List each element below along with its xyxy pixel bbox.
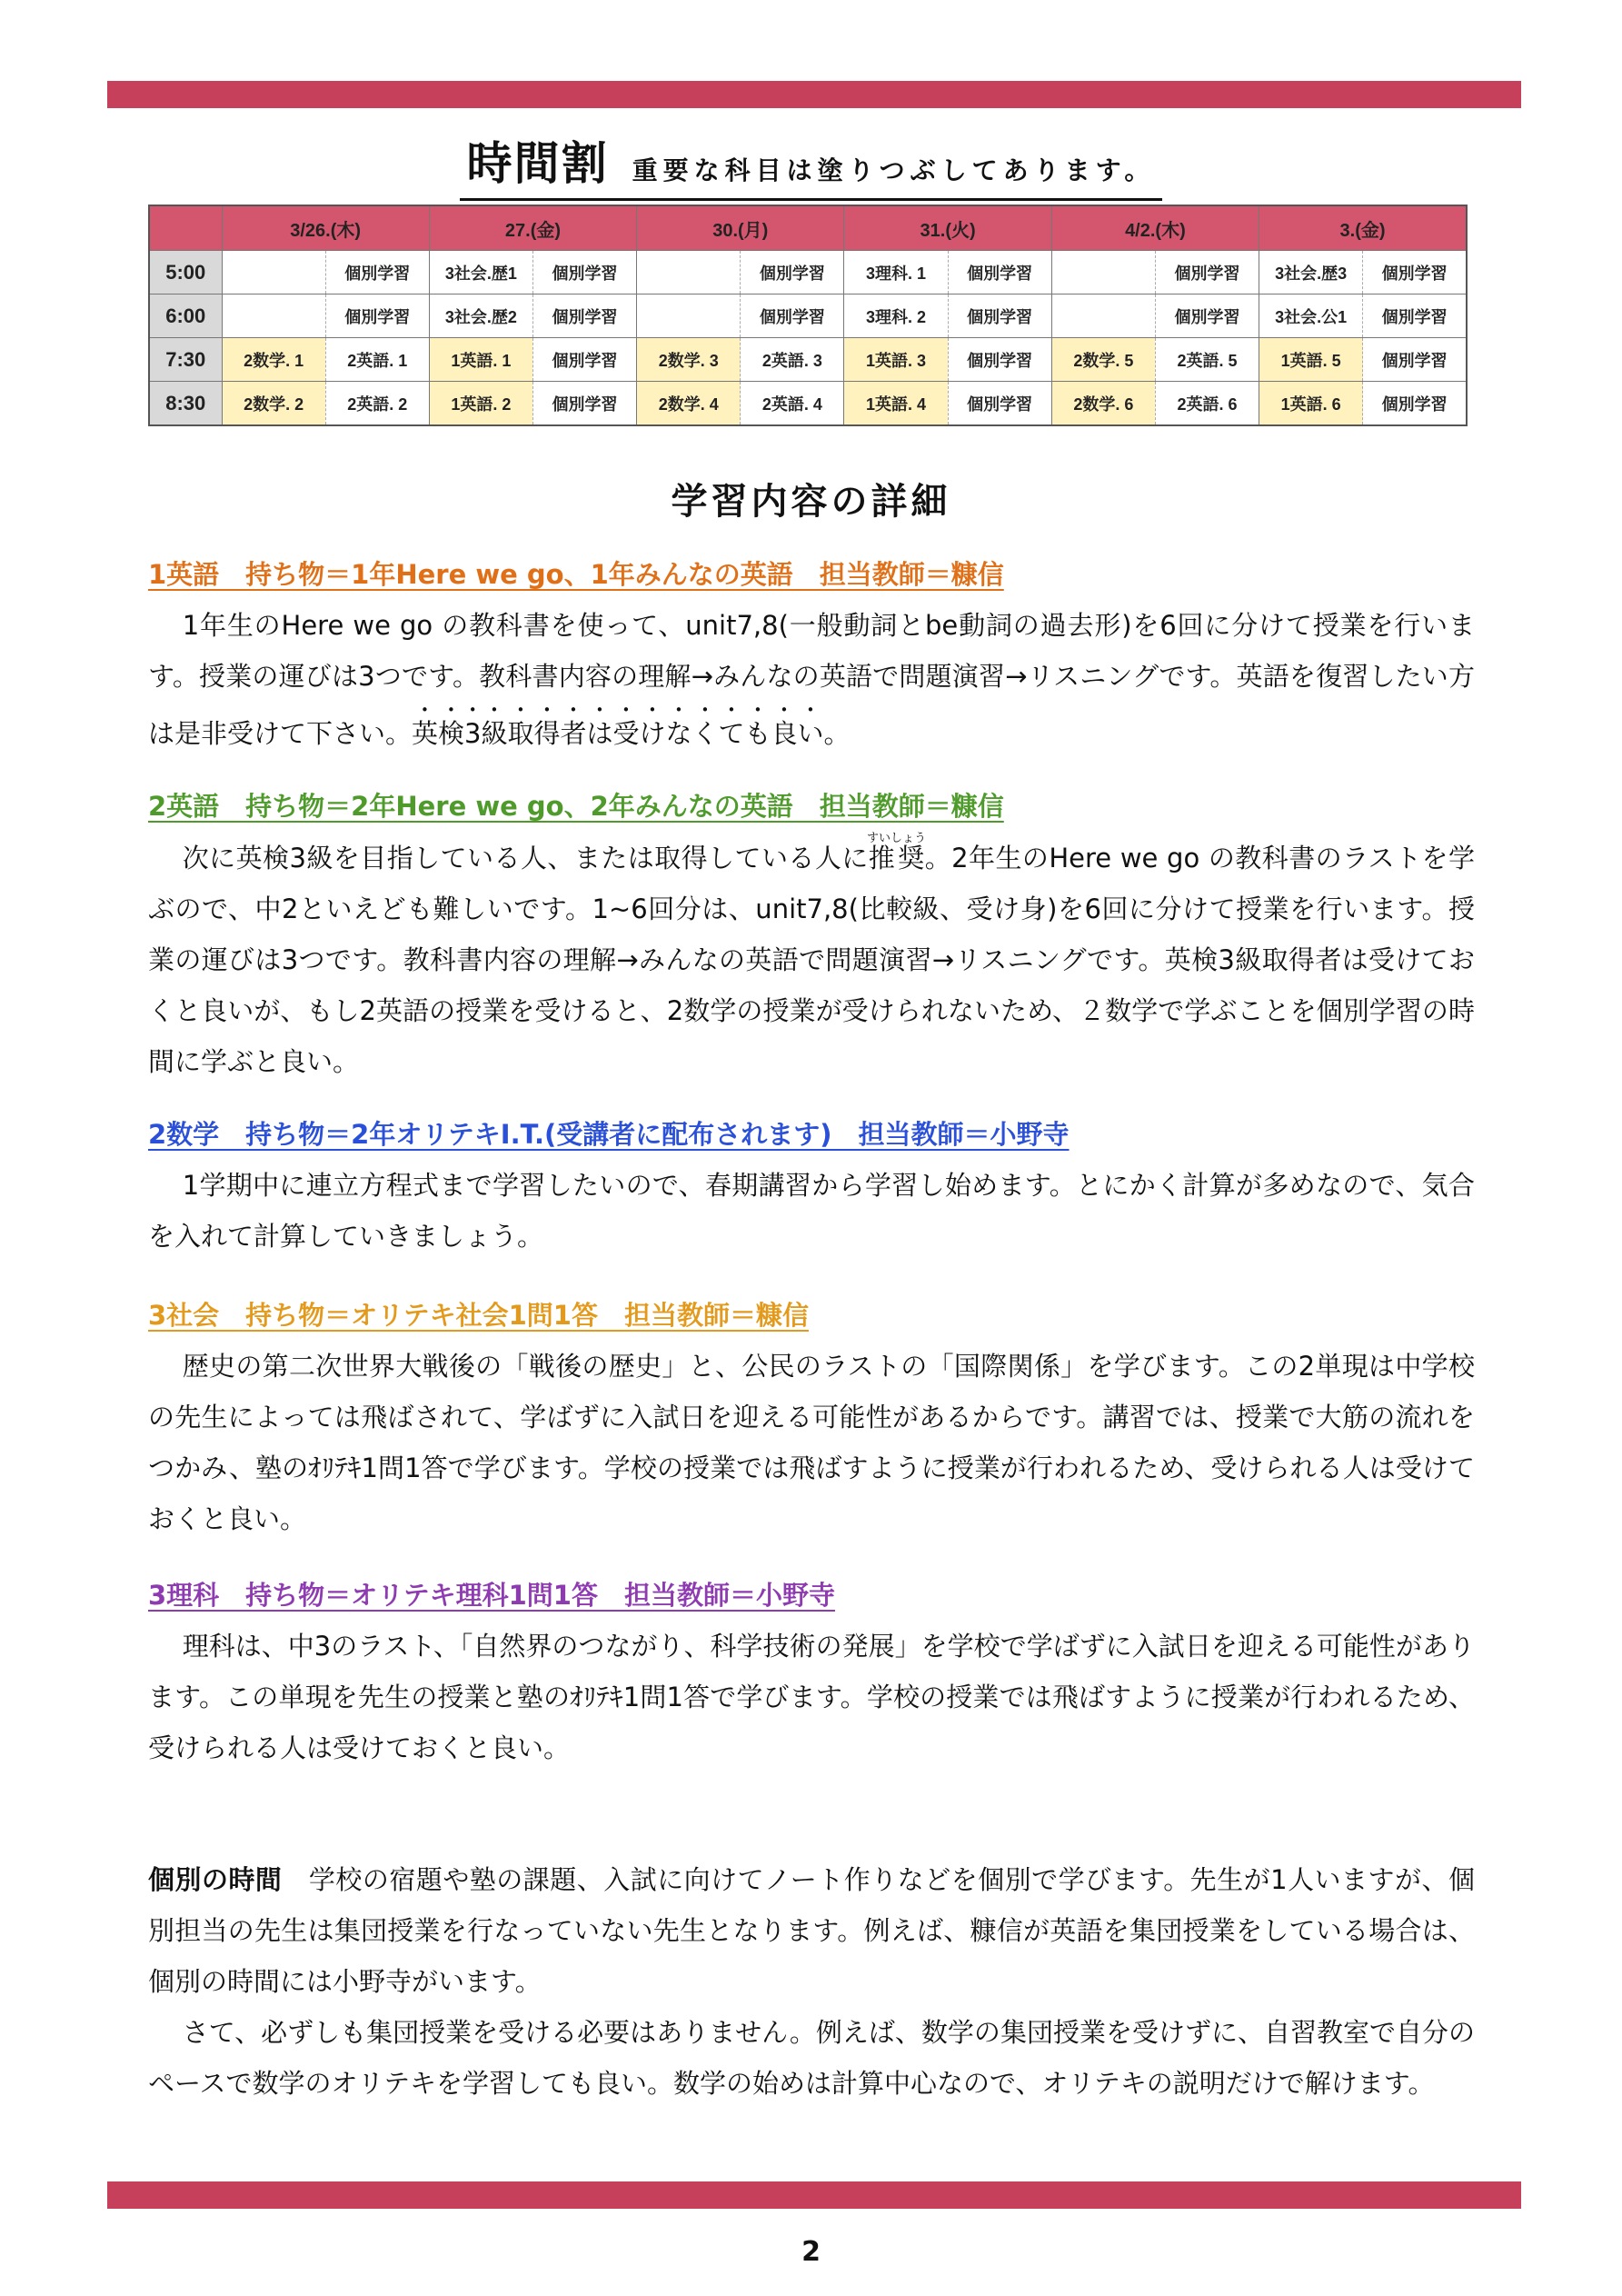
day-header: 4/2.(木): [1051, 205, 1259, 251]
day-header: 31.(火): [844, 205, 1051, 251]
emphasized-text: 英検3級取得者は受けなくても良い。: [412, 718, 851, 749]
day-header: 3/26.(木): [222, 205, 429, 251]
class-cell: 2数学. 6: [1051, 382, 1155, 426]
section-heading: 2数学 持ち物＝2年オリテキI.T.(受講者に配布されます) 担当教師＝小野寺: [148, 1119, 1070, 1150]
class-cell: 2英語. 2: [325, 382, 429, 426]
section-body: [148, 832, 1475, 1087]
class-cell: 1英語. 1: [429, 338, 532, 382]
class-cell: 2数学. 1: [222, 338, 325, 382]
class-cell: 個別学習: [948, 294, 1051, 338]
class-cell: 個別学習: [741, 251, 844, 294]
page-header: [0, 127, 1622, 201]
title-underline: [460, 127, 1163, 201]
ruby-reading: すいしょう: [866, 832, 926, 845]
class-cell: 個別学習: [1363, 294, 1467, 338]
class-cell: [222, 294, 325, 338]
class-cell: 個別学習: [325, 294, 429, 338]
timetable-row: [149, 338, 1467, 382]
class-cell: [637, 251, 741, 294]
body-text: 学校の宿題や塾の課題、入試に向けてノート作りなどを個別で学びます。先生が1人いますが、個別担当の先生は集団授業を行なっていない先生となります。例えば、糠信が英語を集団授業をしている場合は、個別の時間には小野寺がいます。: [148, 1864, 1475, 1997]
ruby-base: 推奨: [866, 843, 926, 873]
class-cell: 個別学習: [948, 382, 1051, 426]
class-cell: 個別学習: [532, 294, 636, 338]
class-cell: 2数学. 2: [222, 382, 325, 426]
body-text: 1年生のHere we go の教科書を使って、unit7,8(一般動詞とbe動詞の過去形)を6回に分けて授業を行います。授業の運びは3つです。教科書内容の理解→みんなの英語で問題演習→リスニングです。英語を復習したい方は是非受けて下さい。: [148, 610, 1475, 749]
class-cell: 1英語. 2: [429, 382, 532, 426]
time-cell: 6:00: [149, 294, 222, 338]
class-cell: 3社会.公1: [1259, 294, 1363, 338]
class-cell: 2英語. 5: [1155, 338, 1259, 382]
timetable-row: [149, 382, 1467, 426]
class-cell: 1英語. 3: [844, 338, 948, 382]
section-english-1: [148, 556, 1475, 759]
timetable-header-row: [149, 205, 1467, 251]
timetable-row: [149, 251, 1467, 294]
page-number: 2: [801, 2236, 821, 2268]
bottom-decor-bar: [107, 2181, 1521, 2209]
section-social-3: [148, 1297, 1475, 1544]
class-cell: 1英語. 6: [1259, 382, 1363, 426]
body-text: 次に英検3級を目指している人、または取得している人に: [182, 843, 869, 873]
section-math-2: [148, 1116, 1475, 1262]
details-title: 学習内容の詳細: [671, 481, 951, 523]
class-cell: 個別学習: [948, 338, 1051, 382]
individual-para-2: さて、必ずしも集団授業を受ける必要はありません。例えば、数学の集団授業を受けずに、自習教室で自分のペースで数学のオリテキを学習しても良い。数学の始めは計算中心なので、オリテキの説明だけで解けます。: [148, 2017, 1475, 2099]
class-cell: 1英語. 5: [1259, 338, 1363, 382]
section-heading: 2英語 持ち物＝2年Here we go、2年みんなの英語 担当教師＝糠信: [148, 791, 1004, 822]
class-cell: 個別学習: [1363, 338, 1467, 382]
class-cell: 1英語. 4: [844, 382, 948, 426]
class-cell: 3理科. 1: [844, 251, 948, 294]
class-cell: 個別学習: [1155, 294, 1259, 338]
class-cell: 2数学. 4: [637, 382, 741, 426]
section-individual-time: [148, 1854, 1475, 2109]
class-cell: 2英語. 1: [325, 338, 429, 382]
day-header: 30.(月): [637, 205, 844, 251]
section-heading: 3理科 持ち物＝オリテキ理科1問1答 担当教師＝小野寺: [148, 1580, 835, 1611]
class-cell: 個別学習: [741, 294, 844, 338]
individual-lead: 個別の時間: [148, 1864, 283, 1895]
furigana-word: [866, 832, 926, 873]
day-header: 3.(金): [1259, 205, 1467, 251]
page-title: 時間割: [466, 137, 609, 190]
section-english-2: [148, 788, 1475, 1087]
top-decor-bar: [107, 81, 1521, 108]
class-cell: 3理科. 2: [844, 294, 948, 338]
body-text: 。2年生のHere we go の教科書のラストを学ぶので、中2といえども難しいです。1~6回分は、unit7,8(比較級、受け身)を6回に分けて授業を行います。授業の運びは3つです。教科書内容の理解→みんなの英語で問題演習→リスニングです。英検3級取得者は受けておくと良いが、もし2英語の授業を受けると、2数学の授業が受けられないため、２数学で学ぶことを個別学習の時間に学ぶと良い。: [148, 843, 1475, 1077]
class-cell: 個別学習: [325, 251, 429, 294]
title-note: 重要な科目は塗りつぶしてあります。: [632, 155, 1156, 185]
class-cell: 個別学習: [948, 251, 1051, 294]
class-cell: 3社会.歴3: [1259, 251, 1363, 294]
header-corner: [149, 205, 222, 251]
individual-para-1: [148, 1854, 1475, 2007]
timetable: [148, 205, 1468, 426]
class-cell: 2英語. 4: [741, 382, 844, 426]
class-cell: 個別学習: [532, 251, 636, 294]
section-body: 1学期中に連立方程式まで学習したいので、春期講習から学習し始めます。とにかく計算が多めなので、気合を入れて計算していきましょう。: [148, 1170, 1475, 1252]
class-cell: [1051, 294, 1155, 338]
class-cell: 2英語. 3: [741, 338, 844, 382]
class-cell: 個別学習: [1363, 251, 1467, 294]
class-cell: [637, 294, 741, 338]
class-cell: [222, 251, 325, 294]
time-cell: 7:30: [149, 338, 222, 382]
section-body: 理科は、中3のラスト、「自然界のつながり、科学技術の発展」を学校で学ばずに入試日を迎える可能性があります。この単現を先生の授業と塾のｵﾘﾃｷ1問1答で学びます。学校の授業では飛ばすように授業が行われるため、受けられる人は受けておくと良い。: [148, 1631, 1475, 1763]
time-cell: 5:00: [149, 251, 222, 294]
section-body: 歴史の第二次世界大戦後の「戦後の歴史」と、公民のラストの「国際関係」を学びます。この2単現は中学校の先生によっては飛ばされて、学ばずに入試日を迎える可能性があるからです。講習では、授業で大筋の流れをつかみ、塾のｵﾘﾃｷ1問1答で学びます。学校の授業では飛ばすように授業が行われるため、受けられる人は受けておくと良い。: [148, 1351, 1475, 1534]
class-cell: 個別学習: [1155, 251, 1259, 294]
section-heading: 3社会 持ち物＝オリテキ社会1問1答 担当教師＝糠信: [148, 1300, 809, 1331]
class-cell: 3社会.歴2: [429, 294, 532, 338]
day-header: 27.(金): [429, 205, 636, 251]
time-cell: 8:30: [149, 382, 222, 426]
class-cell: 個別学習: [1363, 382, 1467, 426]
section-science-3: [148, 1577, 1475, 1773]
class-cell: 2数学. 3: [637, 338, 741, 382]
section-heading: 1英語 持ち物＝1年Here we go、1年みんなの英語 担当教師＝糠信: [148, 559, 1004, 590]
class-cell: [1051, 251, 1155, 294]
class-cell: 2英語. 6: [1155, 382, 1259, 426]
class-cell: 3社会.歴1: [429, 251, 532, 294]
timetable-row: [149, 294, 1467, 338]
class-cell: 個別学習: [532, 338, 636, 382]
class-cell: 2数学. 5: [1051, 338, 1155, 382]
section-body: [148, 600, 1475, 759]
class-cell: 個別学習: [532, 382, 636, 426]
